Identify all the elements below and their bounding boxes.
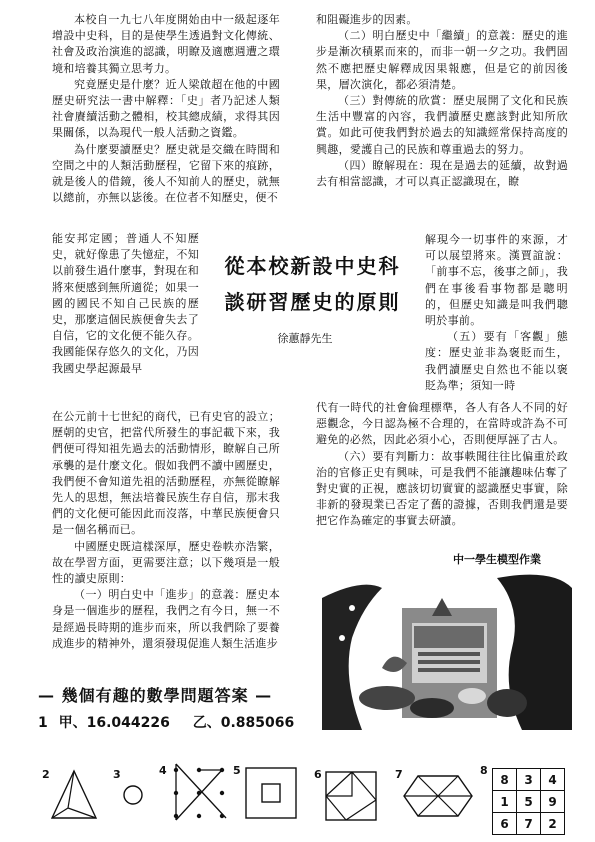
answer-b: 乙、0.885066 xyxy=(192,715,295,731)
photo-caption: 中一學生模型作業 xyxy=(453,553,541,566)
paragraph: 本校自一九七八年度開始由中一級起逐年增設中史科，目的是使學生透過對文化傳統、社會及政治演進的認識，明瞭及適應週遭之環境和培養其獨立思考力。 xyxy=(52,13,280,75)
answer-a: 甲、16.044226 xyxy=(58,715,170,731)
answer-number: 1 xyxy=(38,715,48,731)
paragraph: 中國歷史既這樣深厚，歷史卷帙亦浩繁，故在學習方面，更需要注意；以下幾項是一般性的讀史原則： xyxy=(52,539,280,586)
paragraph: （六）要有判斷力：故事軼聞往往比偏重於政治的官修正史有興味，可是我們不能讓趣味佔奪了對史實的正視，應該切切實實的認識歷史事實，除非新的發現業已否定了舊的證據，否則我們還是要把它作為確定的事實去研讀。 xyxy=(316,449,568,528)
magic-cell: 5 xyxy=(517,791,541,813)
nested-squares-figure xyxy=(242,764,300,822)
right-column xyxy=(316,12,568,190)
magic-cell: 2 xyxy=(541,813,565,835)
figure-number: 3 xyxy=(113,768,121,781)
figure-number: 6 xyxy=(314,768,322,781)
paragraph: （五）要有「客觀」態度：歷史並非為褒貶而生，我們讀歷史自然也不能以褒貶為準；須知一時 xyxy=(425,330,568,392)
left-narrow-column xyxy=(52,231,199,377)
article-title xyxy=(205,248,420,320)
rectangle-diagonals-figure xyxy=(400,772,476,820)
square-dissection-figure xyxy=(322,768,380,824)
right-narrow-column xyxy=(425,232,568,394)
magic-cell: 4 xyxy=(541,769,565,791)
paragraph: （一）明白史中「進步」的意義：歷史本身是一個進步的歷程，我們之有今日，無一不是經過長時期的進步而來，所以我們除了要養成進步的精神外，還須發現促進人類生活進步 xyxy=(52,588,280,650)
dot-line-figure xyxy=(168,762,230,824)
magic-cell: 6 xyxy=(493,813,517,835)
paragraph: （二）明白歷史中「繼續」的意義：歷史的進步是漸次積累而來的，而非一朝一夕之功。我們固然不應把歷史解釋成因果報應，但是它的前因後果，層次演化，都必須清楚。 xyxy=(316,29,568,91)
magic-cell: 7 xyxy=(517,813,541,835)
intro-column xyxy=(52,12,280,206)
answer-1 xyxy=(38,712,294,732)
title-line-1: 從本校新設中史科 xyxy=(224,254,401,278)
figure-number: 2 xyxy=(42,768,50,781)
title-line-2: 談研習歷史的原則 xyxy=(224,290,401,314)
magic-cell: 1 xyxy=(493,791,517,813)
right-bottom-column xyxy=(316,400,568,530)
paragraph: （四）瞭解現在：現在是過去的延續，故對過去有相當認識，才可以真正認識現在，瞭 xyxy=(316,158,568,189)
magic-square xyxy=(492,768,565,835)
figure-number: 5 xyxy=(233,764,241,777)
answers-heading: — 幾個有趣的數學問題答案 — xyxy=(38,686,273,705)
paragraph: 能安邦定國；普通人不知歷史，就好像患了失憶症，不知以前發生過什麼事，對現在和將來便感到無所適從；如果一國的國民不知自己民族的歷史，那麼這個民族便會失去了自信，它的文化便不能久存。我國能保存悠久的文化，乃因我國史學起源最早 xyxy=(52,232,199,375)
figure-number: 4 xyxy=(159,764,167,777)
paragraph: （三）對傳統的欣賞：歷史展開了文化和民族生活中豐富的內容，我們讀歷史應該對此知所欣賞。如此可使我們對於過去的知識經常保持高度的興趣，愛護自己的民族和尊重過去的努力。 xyxy=(316,94,568,156)
paragraph: 為什麼要讀歷史？歷史就是交織在時間和空間之中的人類活動歷程，它留下來的痕跡，就是後人的借鏡，後人不知前人的歷史，就無以總前，亦無以毖後。在位者不知歷史，便不 xyxy=(52,142,280,205)
pyramid-figure xyxy=(48,768,100,824)
figure-number: 8 xyxy=(480,764,488,777)
figure-number: 7 xyxy=(395,768,403,781)
paragraph: 究竟歷史是什麼？近人梁啟超在他的中國歷史研究法一書中解釋：「史」者乃記述人類社會賡續活動之體相，校其總成績，求得其因果關係，以為現代一般人活動之資鑑。 xyxy=(52,77,280,140)
paragraph: 代有一時代的社會倫理標準，各人有各人不同的好惡觀念，今日認為極不合理的，在當時或許為不可避免的必然，因此必須小心，否則便厚誣了古人。 xyxy=(316,401,568,447)
magic-cell: 9 xyxy=(541,791,565,813)
magic-cell: 8 xyxy=(493,769,517,791)
paragraph: 解現今一切事件的來源，才可以展望將來。漢賈誼說：「前事不忘，後事之師」，我們在事後看事物都是聰明的，但歷史知識是叫我們聰明於事前。 xyxy=(425,233,568,328)
author-name: 徐蕙靜先生 xyxy=(277,332,333,345)
left-bottom-column xyxy=(52,409,280,652)
paragraph: 和阻礙進步的因素。 xyxy=(316,13,418,26)
paragraph: 在公元前十七世紀的商代，已有史官的設立；歷朝的史官，把當代所發生的事記載下來，我們便可得知祖先過去的活動情形，瞭解自己所承襲的是什麼文化。假如我們不讀中國歷史，我們便不會知道先祖的活動歷程，亦無從瞭解先人的思想，無法培養民族生存自信，那末我們的文化便可能因此而沒落，中華民族便會只是一個名稱而已。 xyxy=(52,410,280,537)
student-models-photo xyxy=(322,568,572,730)
magic-cell: 3 xyxy=(517,769,541,791)
circle-figure xyxy=(122,784,144,806)
